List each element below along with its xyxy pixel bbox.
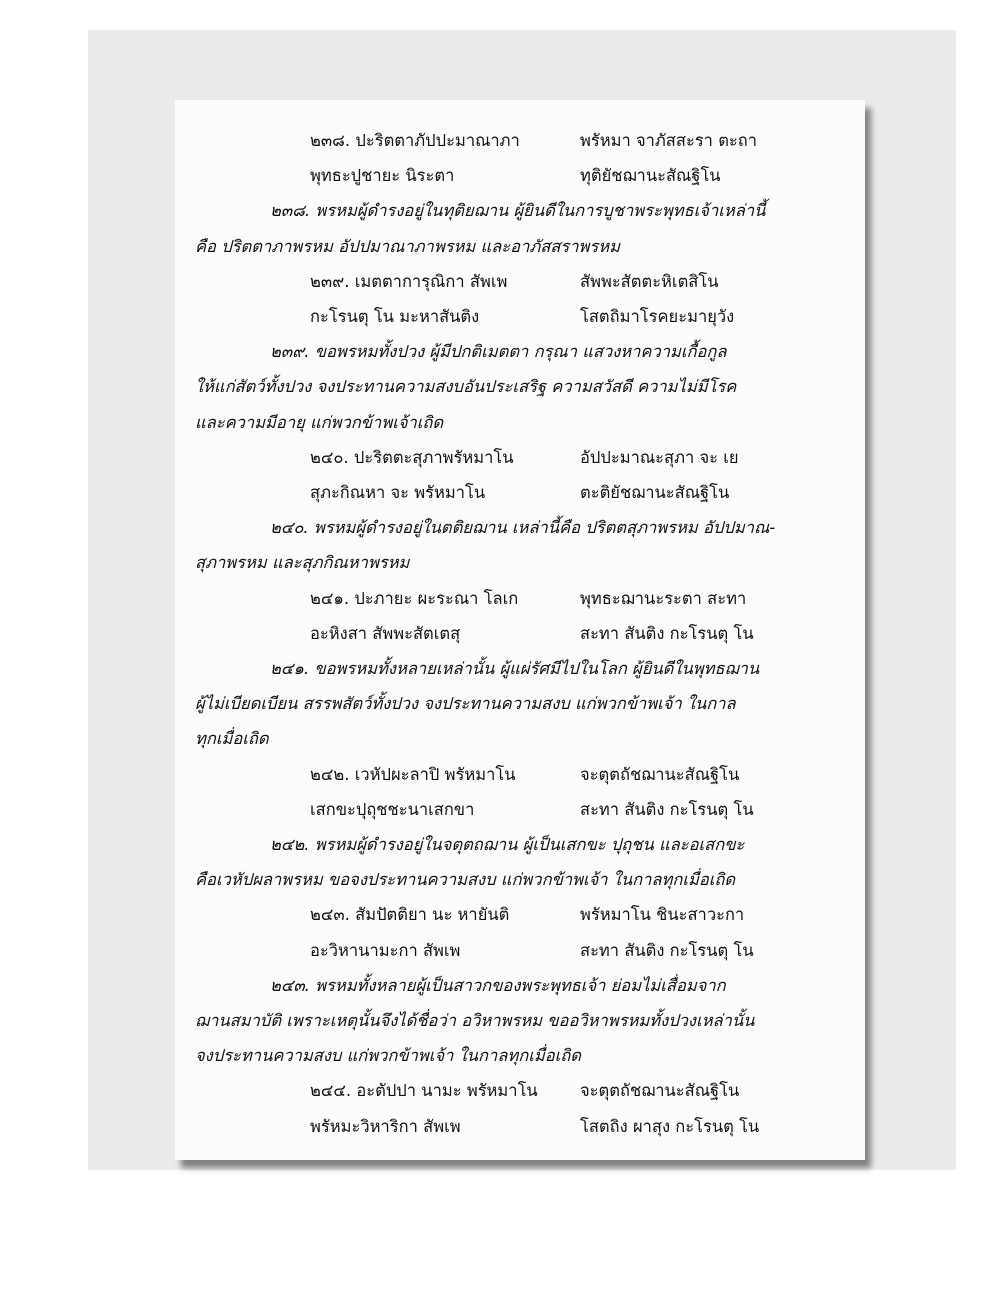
verse-left: พุทธะปูชายะ นิระตา [310,166,455,186]
verse-line [310,623,850,650]
verse-right: จะตุตถัชฌานะสัณฐิโน [580,764,740,784]
translation-line: ๒๓๙. ขอพรหมทั้งปวง ผู้มีปกติเมตตา กรุณา แสวงหาความเกื้อกูล [270,342,727,362]
translation-line: ๒๓๘. พรหมผู้ดำรงอยู่ในทุติยฌาน ผู้ยินดีในการบูชาพระพุทธเจ้าเหล่านี้ [270,201,766,221]
verse-left: ๒๔๑. ปะภายะ ผะระณา โลเก [310,588,519,608]
verse-left: กะโรนตุ โน มะหาสันติง [310,307,480,326]
verse-line [310,799,850,826]
translation-line: คือ ปริตตาภาพรหม อัปปมาณาภาพรหม และอาภัสสราพรหม [195,236,620,256]
verse-left: พรัหมะวิหาริกา สัพเพ [310,1116,461,1136]
translation-line: ๒๔๐. พรหมผู้ดำรงอยู่ในตติยฌาน เหล่านี้คือ ปริตตสุภาพรหม อัปปมาณ- [270,518,776,538]
verse-line [310,1083,850,1107]
translation-line: ๒๔๓. พรหมทั้งหลายผู้เป็นสาวกของพระพุทธเจ้า ย่อมไม่เสื่อมจาก [270,975,726,995]
verse-line [310,764,850,791]
translation-line: ๒๔๒. พรหมผู้ดำรงอยู่ในจตุตถฌาน ผู้เป็นเสกขะ ปุถุชน และอเสกขะ [270,835,745,854]
verse-left: ๒๔๓. สัมปัตติยา นะ หายันติ [310,905,510,925]
verse-left: ๒๔๔. อะตัปปา นามะ พรัหมาโน [310,1081,538,1101]
verse-right: ทุติยัชฌานะสัณฐิโน [580,166,721,186]
verse-left: อะหิงสา สัพพะสัตเตสุ [310,623,461,643]
verse-left: ๒๓๙. เมตตาการุณิกา สัพเพ [310,271,508,291]
document-page [175,100,865,1160]
translation-line: จงประทานความสงบ แก่พวกข้าพเจ้า ในกาลทุกเมื่อเถิด [195,1046,581,1066]
verse-right: สะทา สันติง กะโรนตุ โน [580,940,754,960]
translation-line: ทุกเมื่อเถิด [195,729,269,749]
verse-left: ๒๔๒. เวหัปผะลาปิ พรัหมาโน [310,764,516,784]
verse-line [310,309,850,333]
verse-line [310,271,850,298]
verse-right: สะทา สันติง กะโรนตุ โน [580,799,754,819]
verse-line [310,485,850,509]
translation-line: ๒๔๑. ขอพรหมทั้งหลายเหล่านั้น ผู้แผ่รัศมีไปในโลก ผู้ยินดีในพุทธฌาน [270,659,760,678]
verse-left: สุภะกิณหา จะ พรัหมาโน [310,483,486,502]
verse-line [310,1116,850,1143]
verse-right: พรัหมา จาภัสสะรา ตะถา [580,131,758,150]
verse-left: อะวิหานามะกา สัพเพ [310,940,461,960]
verse-left: เสกขะปุถุชชะนาเสกขา [310,799,475,819]
verse-line [310,447,850,474]
translation-line: และความมีอายุ แก่พวกข้าพเจ้าเถิด [195,412,444,432]
verse-right: อัปปะมาณะสุภา จะ เย [580,447,739,467]
verse-line [310,133,850,157]
verse-right: สัพพะสัตตะหิเตสิโน [580,271,719,291]
translation-line: คือเวหัปผลาพรหม ขอจงประทานความสงบ แก่พวกข้าพเจ้า ในกาลทุกเมื่อเถิด [195,870,736,890]
verse-right: จะตุตถัชฌานะสัณฐิโน [580,1081,740,1101]
verse-line [310,168,850,192]
verse-right: โสตถิง ผาสุง กะโรนตุ โน [580,1116,760,1136]
verse-right: พุทธะฌานะระตา สะทา [580,588,747,608]
verse-right: พรัหมาโน ชินะสาวะกา [580,905,745,925]
verse-line [310,940,850,967]
verse-right: โสตถิมาโรคยะมายุวัง [580,307,735,326]
verse-right: ตะติยัชฌานะสัณฐิโน [580,483,730,502]
translation-line: ให้แก่สัตว์ทั้งปวง จงประทานความสงบอันประเสริฐ ความสวัสดี ความไม่มีโรค [195,377,737,397]
verse-left: ๒๓๘. ปะริตตาภัปปะมาณาภา [310,131,520,150]
verse-line [310,588,850,615]
translation-line: ฌานสมาบัติ เพราะเหตุนั้นจึงได้ชื่อว่า อวิหาพรหม ขออวิหาพรหมทั้งปวงเหล่านั้น [195,1011,755,1030]
verse-right: สะทา สันติง กะโรนตุ โน [580,623,754,643]
verse-line [310,907,850,931]
translation-line: ผู้ไม่เบียดเบียน สรรพสัตว์ทั้งปวง จงประทานความสงบ แก่พวกข้าพเจ้า ในกาล [195,694,736,714]
translation-line: สุภาพรหม และสุภกิณหาพรหม [195,553,410,573]
verse-left: ๒๔๐. ปะริตตะสุภาพรัหมาโน [310,447,514,467]
